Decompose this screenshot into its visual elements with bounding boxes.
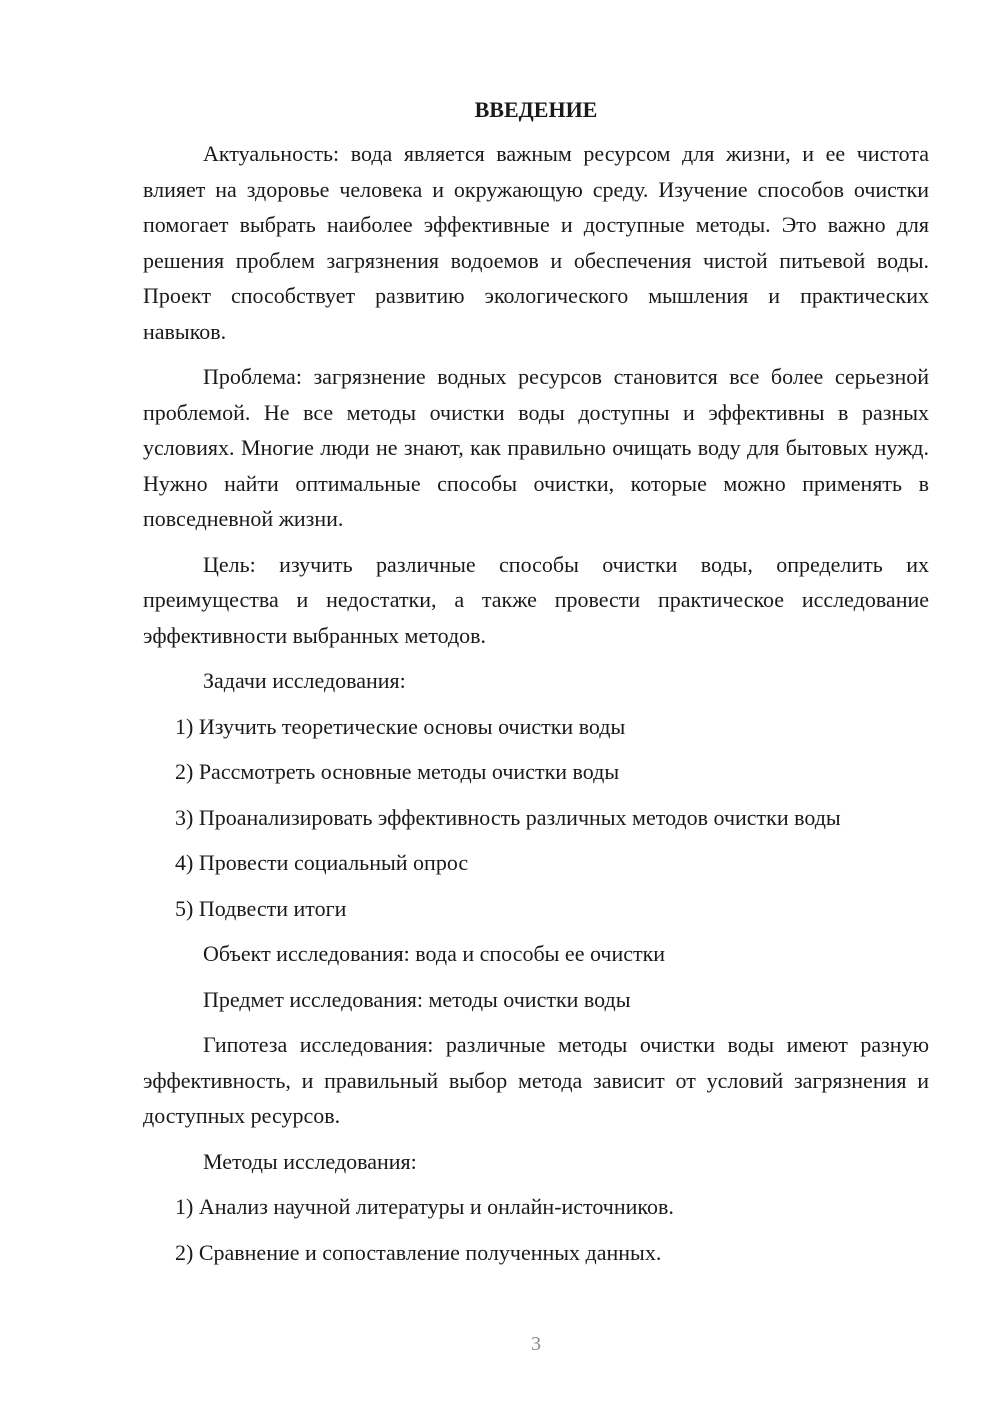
task-item: 1) Изучить теоретические основы очистки воды: [175, 713, 626, 739]
section-heading: ВВЕДЕНИЕ: [474, 97, 598, 122]
task-item: 5) Подвести итоги: [175, 895, 347, 921]
problem-paragraph: Проблема: загрязнение водных ресурсов становится все более серьезной проблемой. Не все методы очистки воды доступны и эффективны в разных условиях. Многие люди не знают, как правильно очищать воду для бытовых нужд. Нужно найти оптимальные способы очистки, которые можно применять в повседневной жизни.: [143, 364, 929, 531]
hypothesis-paragraph: Гипотеза исследования: различные методы очистки воды имеют разную эффективность, и правильный выбор метода зависит от условий загрязнения и доступных ресурсов.: [143, 1032, 929, 1128]
relevance-paragraph: Актуальность: вода является важным ресурсом для жизни, и ее чистота влияет на здоровье человека и окружающую среду. Изучение способов очистки помогает выбрать наиболее эффективные и доступные методы. Это важно для решения проблем загрязнения водоемов и обеспечения чистой питьевой воды. Проект способствует развитию экологического мышления и практических навыков.: [143, 141, 929, 344]
goal-paragraph: Цель: изучить различные способы очистки воды, определить их преимущества и недостатки, а также провести практическое исследование эффективности выбранных методов.: [143, 551, 929, 648]
task-item: 2) Рассмотреть основные методы очистки воды: [175, 759, 620, 784]
method-item: 2) Сравнение и сопоставление полученных данных.: [175, 1239, 662, 1265]
object-paragraph: Объект исследования: вода и способы ее очистки: [203, 941, 666, 966]
document-page: [143, 95, 929, 1270]
methods-title: Методы исследования:: [203, 1148, 417, 1174]
tasks-title: Задачи исследования:: [203, 668, 406, 693]
method-item: 1) Анализ научной литературы и онлайн-источников.: [175, 1194, 674, 1219]
task-item: 3) Проанализировать эффективность различных методов очистки воды: [175, 804, 841, 830]
subject-paragraph: Предмет исследования: методы очистки воды: [203, 986, 631, 1012]
task-item: 4) Провести социальный опрос: [175, 850, 469, 875]
page-number: 3: [531, 1333, 541, 1355]
